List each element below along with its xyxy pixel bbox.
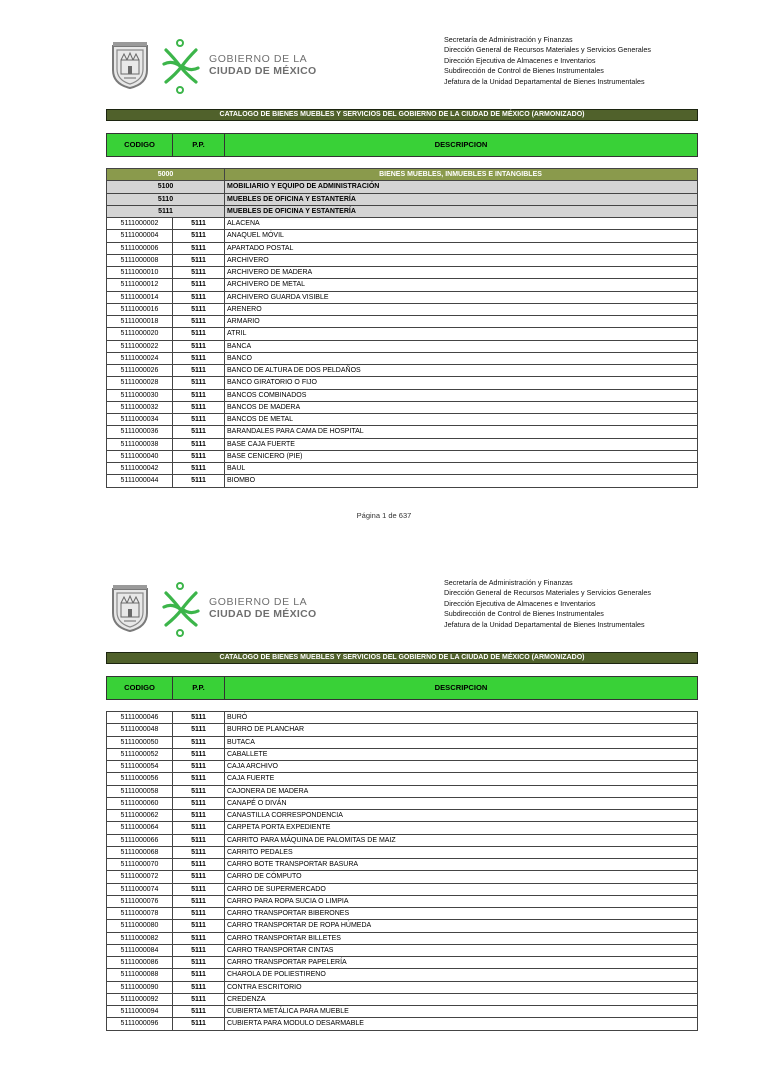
item-description: CAJONERA DE MADERA <box>225 785 698 797</box>
item-code: 5111000032 <box>107 401 173 413</box>
item-pp: 5111 <box>173 340 225 352</box>
item-description: ALACENA <box>225 218 698 230</box>
item-code: 5111000052 <box>107 748 173 760</box>
agency-line: Dirección Ejecutiva de Almacenes e Inventarios <box>444 55 596 65</box>
table-row <box>107 944 698 956</box>
agency-line: Subdirección de Control de Bienes Instrumentales <box>444 66 604 76</box>
cdmx-logo-icon <box>158 38 204 94</box>
item-code: 5111000042 <box>107 463 173 475</box>
item-code: 5111000068 <box>107 846 173 858</box>
item-description: BANCO <box>225 352 698 364</box>
item-code: 5111000064 <box>107 822 173 834</box>
group-code: 5111 <box>107 205 225 217</box>
catalog-table <box>106 168 698 488</box>
item-code: 5111000012 <box>107 279 173 291</box>
item-description: BURRO DE PLANCHAR <box>225 724 698 736</box>
item-code: 5111000050 <box>107 736 173 748</box>
item-pp: 5111 <box>173 920 225 932</box>
item-pp: 5111 <box>173 254 225 266</box>
item-pp: 5111 <box>173 761 225 773</box>
item-pp: 5111 <box>173 822 225 834</box>
item-code: 5111000058 <box>107 785 173 797</box>
group-description: MUEBLES DE OFICINA Y ESTANTERÍA <box>225 205 698 217</box>
item-code: 5111000006 <box>107 242 173 254</box>
item-description: BIOMBO <box>225 475 698 487</box>
item-description: CARRITO PEDALES <box>225 846 698 858</box>
coat-of-arms-icon <box>110 583 150 633</box>
group-code: 5000 <box>107 169 225 181</box>
table-row <box>107 352 698 364</box>
page-number: Página 1 de 637 <box>356 511 412 520</box>
item-description: CHAROLA DE POLIESTIRENO <box>225 969 698 981</box>
item-code: 5111000038 <box>107 438 173 450</box>
item-pp: 5111 <box>173 957 225 969</box>
item-pp: 5111 <box>173 218 225 230</box>
table-row <box>107 920 698 932</box>
item-description: ARENERO <box>225 303 698 315</box>
item-description: CARRO BOTE TRANSPORTAR BASURA <box>225 859 698 871</box>
item-code: 5111000034 <box>107 414 173 426</box>
coat-of-arms-icon <box>110 40 150 90</box>
item-code: 5111000080 <box>107 920 173 932</box>
item-code: 5111000048 <box>107 724 173 736</box>
item-pp: 5111 <box>173 1018 225 1030</box>
catalog-title: CATALOGO DE BIENES MUEBLES Y SERVICIOS DEL GOBIERNO DE LA CIUDAD DE MÉXICO (ARMONIZADO) <box>106 109 698 121</box>
item-pp: 5111 <box>173 895 225 907</box>
item-pp: 5111 <box>173 242 225 254</box>
item-pp: 5111 <box>173 426 225 438</box>
item-pp: 5111 <box>173 724 225 736</box>
table-row <box>107 859 698 871</box>
item-description: BAUL <box>225 463 698 475</box>
item-description: ARCHIVERO DE METAL <box>225 279 698 291</box>
item-description: ATRIL <box>225 328 698 340</box>
column-header-pp: P.P. <box>173 677 225 699</box>
item-code: 5111000092 <box>107 993 173 1005</box>
logo-wordmark <box>209 53 319 77</box>
column-header-code: CODIGO <box>107 134 173 156</box>
item-pp: 5111 <box>173 279 225 291</box>
table-row <box>107 761 698 773</box>
item-code: 5111000016 <box>107 303 173 315</box>
item-description: CARRO TRANSPORTAR CINTAS <box>225 944 698 956</box>
group-description: MUEBLES DE OFICINA Y ESTANTERÍA <box>225 193 698 205</box>
table-row <box>107 846 698 858</box>
table-row <box>107 475 698 487</box>
table-row <box>107 834 698 846</box>
column-headers <box>106 133 698 157</box>
item-description: CREDENZA <box>225 993 698 1005</box>
agency-line: Jefatura de la Unidad Departamental de Bienes Instrumentales <box>444 619 645 629</box>
table-row <box>107 328 698 340</box>
item-pp: 5111 <box>173 944 225 956</box>
item-code: 5111000004 <box>107 230 173 242</box>
table-row <box>107 773 698 785</box>
item-pp: 5111 <box>173 859 225 871</box>
group-code: 5100 <box>107 181 225 193</box>
item-pp: 5111 <box>173 450 225 462</box>
table-row <box>107 785 698 797</box>
item-code: 5111000014 <box>107 291 173 303</box>
item-pp: 5111 <box>173 389 225 401</box>
item-description: BANCOS DE METAL <box>225 414 698 426</box>
table-row <box>107 993 698 1005</box>
item-description: BUTACA <box>225 736 698 748</box>
table-row <box>107 365 698 377</box>
item-pp: 5111 <box>173 993 225 1005</box>
item-pp: 5111 <box>173 908 225 920</box>
item-description: BASE CENICERO (PIE) <box>225 450 698 462</box>
table-row <box>107 822 698 834</box>
item-code: 5111000046 <box>107 712 173 724</box>
agency-line: Jefatura de la Unidad Departamental de Bienes Instrumentales <box>444 76 645 86</box>
item-pp: 5111 <box>173 736 225 748</box>
column-header-description: DESCRIPCION <box>434 683 488 692</box>
item-description: ARCHIVERO DE MADERA <box>225 267 698 279</box>
item-code: 5111000018 <box>107 316 173 328</box>
item-description: ARMARIO <box>225 316 698 328</box>
table-row <box>107 218 698 230</box>
agency-header <box>444 35 744 87</box>
item-code: 5111000082 <box>107 932 173 944</box>
table-row <box>107 895 698 907</box>
item-code: 5111000060 <box>107 797 173 809</box>
agency-line: Secretaría de Administración y Finanzas <box>444 35 573 44</box>
cdmx-logo-icon <box>158 581 204 637</box>
item-description: CUBIERTA PARA MODULO DESARMABLE <box>225 1018 698 1030</box>
agency-line: Secretaría de Administración y Finanzas <box>444 578 573 587</box>
item-pp: 5111 <box>173 267 225 279</box>
item-description: ARCHIVERO <box>225 254 698 266</box>
item-code: 5111000066 <box>107 834 173 846</box>
item-description: BANCOS COMBINADOS <box>225 389 698 401</box>
column-headers <box>106 676 698 700</box>
item-code: 5111000024 <box>107 352 173 364</box>
table-row <box>107 242 698 254</box>
item-pp: 5111 <box>173 871 225 883</box>
table-row <box>107 230 698 242</box>
table-row <box>107 724 698 736</box>
group-row <box>107 169 698 181</box>
table-row <box>107 810 698 822</box>
item-code: 5111000036 <box>107 426 173 438</box>
item-description: CARRO DE SUPERMERCADO <box>225 883 698 895</box>
group-code: 5110 <box>107 193 225 205</box>
logo-line-1: GOBIERNO DE LA <box>209 596 308 608</box>
logo-wordmark <box>209 596 319 620</box>
item-code: 5111000086 <box>107 957 173 969</box>
item-pp: 5111 <box>173 475 225 487</box>
table-row <box>107 316 698 328</box>
item-description: CUBIERTA METÁLICA PARA MUEBLE <box>225 1006 698 1018</box>
group-description: BIENES MUEBLES, INMUEBLES E INTANGIBLES <box>225 169 698 181</box>
document-page-2 <box>0 543 768 1086</box>
item-pp: 5111 <box>173 846 225 858</box>
catalog-table <box>106 711 698 1031</box>
table-row <box>107 254 698 266</box>
item-description: APARTADO POSTAL <box>225 242 698 254</box>
agency-line: Subdirección de Control de Bienes Instrumentales <box>444 609 604 619</box>
table-row <box>107 736 698 748</box>
item-code: 5111000028 <box>107 377 173 389</box>
item-code: 5111000084 <box>107 944 173 956</box>
item-code: 5111000026 <box>107 365 173 377</box>
group-description: MOBILIARIO Y EQUIPO DE ADMINISTRACIÓN <box>225 181 698 193</box>
item-code: 5111000054 <box>107 761 173 773</box>
table-row <box>107 712 698 724</box>
item-code: 5111000002 <box>107 218 173 230</box>
item-code: 5111000088 <box>107 969 173 981</box>
item-pp: 5111 <box>173 230 225 242</box>
item-description: ARCHIVERO GUARDA VISIBLE <box>225 291 698 303</box>
logo-line-1: GOBIERNO DE LA <box>209 53 308 65</box>
column-header-code: CODIGO <box>107 677 173 699</box>
agency-header <box>444 578 744 630</box>
agency-line: Dirección General de Recursos Materiales y Servicios Generales <box>444 588 651 598</box>
table-row <box>107 291 698 303</box>
item-description: BARANDALES PARA CAMA DE HOSPITAL <box>225 426 698 438</box>
item-pp: 5111 <box>173 303 225 315</box>
item-description: CONTRA ESCRITORIO <box>225 981 698 993</box>
item-description: CARRITO PARA MÁQUINA DE PALOMITAS DE MAIZ <box>225 834 698 846</box>
item-description: BANCO GIRATORIO O FIJO <box>225 377 698 389</box>
item-pp: 5111 <box>173 463 225 475</box>
item-code: 5111000094 <box>107 1006 173 1018</box>
column-header-pp: P.P. <box>173 134 225 156</box>
table-row <box>107 883 698 895</box>
table-row <box>107 426 698 438</box>
item-description: CARRO TRANSPORTAR PAPELERÍA <box>225 957 698 969</box>
item-pp: 5111 <box>173 316 225 328</box>
item-code: 5111000076 <box>107 895 173 907</box>
group-row <box>107 205 698 217</box>
item-pp: 5111 <box>173 438 225 450</box>
item-description: BASE CAJA FUERTE <box>225 438 698 450</box>
item-code: 5111000096 <box>107 1018 173 1030</box>
item-pp: 5111 <box>173 981 225 993</box>
item-pp: 5111 <box>173 414 225 426</box>
column-header-description: DESCRIPCION <box>434 140 488 149</box>
item-pp: 5111 <box>173 932 225 944</box>
item-code: 5111000020 <box>107 328 173 340</box>
item-code: 5111000010 <box>107 267 173 279</box>
item-code: 5111000074 <box>107 883 173 895</box>
item-pp: 5111 <box>173 352 225 364</box>
table-row <box>107 932 698 944</box>
item-code: 5111000040 <box>107 450 173 462</box>
item-description: CABALLETE <box>225 748 698 760</box>
item-code: 5111000022 <box>107 340 173 352</box>
table-row <box>107 267 698 279</box>
item-description: CARRO TRANSPORTAR DE ROPA HÚMEDA <box>225 920 698 932</box>
item-description: CAJA ARCHIVO <box>225 761 698 773</box>
item-code: 5111000030 <box>107 389 173 401</box>
item-description: BANCO DE ALTURA DE DOS PELDAÑOS <box>225 365 698 377</box>
item-description: CANASTILLA CORRESPONDENCIA <box>225 810 698 822</box>
logo-line-2: CIUDAD DE MÉXICO <box>209 608 317 620</box>
item-code: 5111000070 <box>107 859 173 871</box>
item-pp: 5111 <box>173 712 225 724</box>
agency-line: Dirección General de Recursos Materiales y Servicios Generales <box>444 45 651 55</box>
item-code: 5111000090 <box>107 981 173 993</box>
item-code: 5111000078 <box>107 908 173 920</box>
table-row <box>107 748 698 760</box>
table-row <box>107 414 698 426</box>
item-description: BANCOS DE MADERA <box>225 401 698 413</box>
table-row <box>107 340 698 352</box>
logo-line-2: CIUDAD DE MÉXICO <box>209 65 317 77</box>
item-description: BANCA <box>225 340 698 352</box>
table-row <box>107 463 698 475</box>
item-code: 5111000062 <box>107 810 173 822</box>
item-description: CAJA FUERTE <box>225 773 698 785</box>
item-pp: 5111 <box>173 810 225 822</box>
table-row <box>107 450 698 462</box>
table-row <box>107 957 698 969</box>
item-pp: 5111 <box>173 377 225 389</box>
table-row <box>107 377 698 389</box>
item-pp: 5111 <box>173 401 225 413</box>
table-row <box>107 908 698 920</box>
item-description: ANAQUEL MÓVIL <box>225 230 698 242</box>
item-code: 5111000056 <box>107 773 173 785</box>
group-row <box>107 193 698 205</box>
item-pp: 5111 <box>173 328 225 340</box>
item-description: CARRO DE CÓMPUTO <box>225 871 698 883</box>
item-pp: 5111 <box>173 1006 225 1018</box>
agency-line: Dirección Ejecutiva de Almacenes e Inventarios <box>444 598 596 608</box>
item-pp: 5111 <box>173 797 225 809</box>
item-pp: 5111 <box>173 834 225 846</box>
item-description: CANAPÉ O DIVÁN <box>225 797 698 809</box>
table-row <box>107 1006 698 1018</box>
item-description: CARRO TRANSPORTAR BILLETES <box>225 932 698 944</box>
item-description: BURÓ <box>225 712 698 724</box>
item-description: CARRO TRANSPORTAR BIBERONES <box>225 908 698 920</box>
table-row <box>107 871 698 883</box>
table-row <box>107 969 698 981</box>
table-row <box>107 438 698 450</box>
item-code: 5111000008 <box>107 254 173 266</box>
item-pp: 5111 <box>173 365 225 377</box>
table-row <box>107 797 698 809</box>
item-description: CARRO PARA ROPA SUCIA O LIMPIA <box>225 895 698 907</box>
table-row <box>107 401 698 413</box>
item-pp: 5111 <box>173 773 225 785</box>
item-pp: 5111 <box>173 883 225 895</box>
table-row <box>107 303 698 315</box>
item-code: 5111000072 <box>107 871 173 883</box>
item-pp: 5111 <box>173 748 225 760</box>
group-row <box>107 181 698 193</box>
item-pp: 5111 <box>173 969 225 981</box>
item-description: CARPETA PORTA EXPEDIENTE <box>225 822 698 834</box>
table-row <box>107 389 698 401</box>
table-row <box>107 279 698 291</box>
catalog-title: CATALOGO DE BIENES MUEBLES Y SERVICIOS DEL GOBIERNO DE LA CIUDAD DE MÉXICO (ARMONIZADO) <box>106 652 698 664</box>
item-pp: 5111 <box>173 291 225 303</box>
table-row <box>107 981 698 993</box>
item-pp: 5111 <box>173 785 225 797</box>
item-code: 5111000044 <box>107 475 173 487</box>
